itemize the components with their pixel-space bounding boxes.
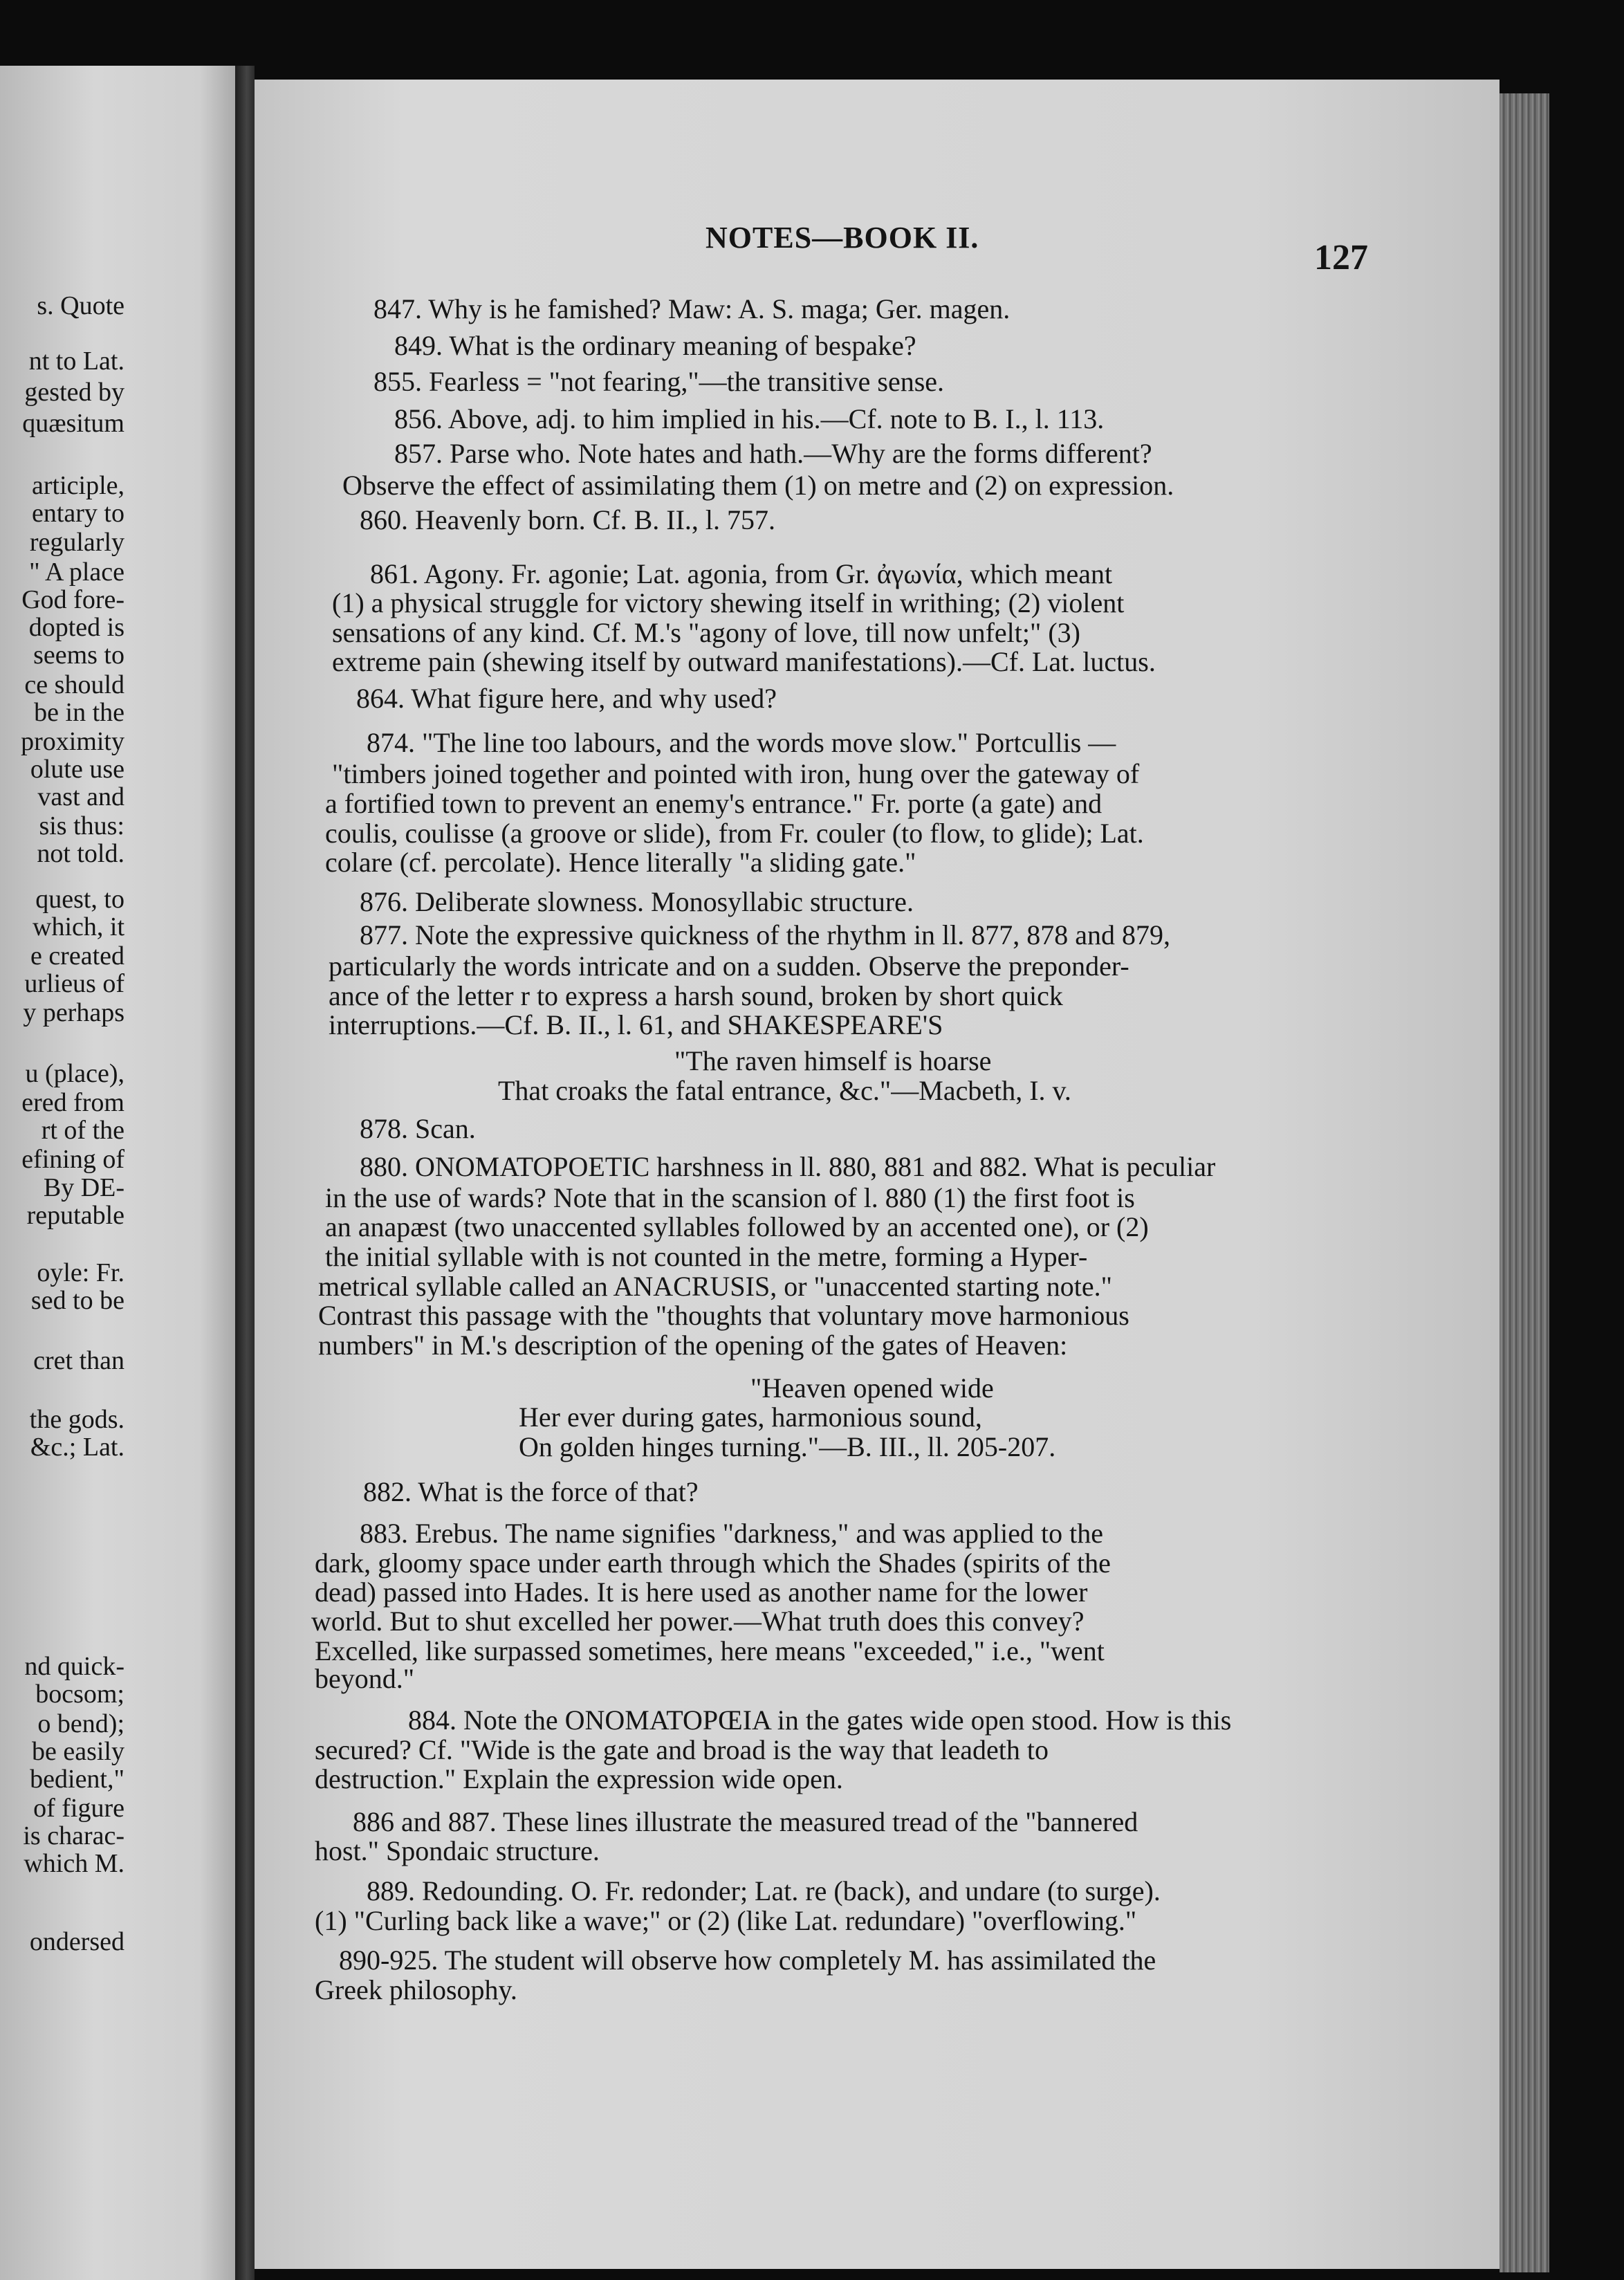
notes-line: Observe the effect of assimilating them (1) on metre and (2) on expression. [342,470,1174,501]
notes-line: sensations of any kind. Cf. M.'s "agony of love, till now unfelt;" (3) [332,617,1080,648]
left-page-line: proximity [21,727,124,756]
notes-line: That croaks the fatal entrance, &c."—Macbeth, I. v. [498,1075,1071,1106]
left-page-line: vast and [37,782,124,811]
left-page-line: e created [30,941,124,971]
notes-line: "timbers joined together and pointed with iron, hung over the gateway of [332,758,1140,789]
notes-line: dead) passed into Hades. It is here used as another name for the lower [315,1576,1088,1608]
left-page-line: seems to [33,641,124,670]
left-page-line: is charac- [23,1821,124,1850]
notes-line: numbers" in M.'s description of the opening of the gates of Heaven: [318,1330,1068,1361]
notes-line: "Heaven opened wide [750,1372,994,1404]
notes-line: On golden hinges turning."—B. III., ll. 205-207. [519,1431,1056,1462]
notes-line: Contrast this passage with the "thoughts that voluntary move harmonious [318,1300,1129,1331]
notes-line: dark, gloomy space under earth through which the Shades (spirits of the [315,1547,1111,1579]
left-page-line: olute use [30,755,124,784]
left-page-line: of figure [33,1794,124,1823]
left-page-line: bedient," [30,1765,124,1794]
left-page-line: be easily [31,1737,124,1766]
notes-line: particularly the words intricate and on a sudden. Observe the preponder- [329,950,1129,982]
left-page-line: rt of the [41,1116,124,1145]
notes-line: 880. ONOMATOPOETIC harshness in ll. 880, 881 and 882. What is peculiar [360,1151,1216,1182]
left-page-line: By DE- [43,1173,124,1202]
notes-line: Her ever during gates, harmonious sound, [519,1401,982,1433]
notes-line: destruction." Explain the expression wide open. [315,1763,843,1794]
notes-line: (1) "Curling back like a wave;" or (2) (like Lat. redundare) "overflowing." [315,1905,1137,1936]
left-page-line: bocsom; [35,1680,124,1709]
left-page-line: entary to [31,499,124,528]
left-page-line: y perhaps [23,998,124,1027]
left-page-line: cret than [33,1346,124,1375]
notes-line: beyond." [315,1663,415,1694]
left-page-line: reputable [26,1201,124,1230]
notes-line: colare (cf. percolate). Hence literally "a sliding gate." [325,847,916,878]
notes-line: (1) a physical struggle for victory shewing itself in writhing; (2) violent [332,587,1125,618]
left-page-line: articiple, [32,471,124,500]
left-page-line: be in the [34,698,124,727]
left-page-line: ce should [24,670,124,699]
left-page-line: sis thus: [39,811,124,840]
notes-line: 874. "The line too labours, and the words move slow." Portcullis — [367,727,1116,758]
notes-line: 856. Above, adj. to him implied in his.—Cf. note to B. I., l. 113. [394,403,1105,434]
left-page-line: quest, to [35,885,124,914]
notes-line: 864. What figure here, and why used? [356,683,777,714]
notes-line: 847. Why is he famished? Maw: A. S. maga; Ger. magen. [373,293,1011,324]
notes-line: a fortified town to prevent an enemy's entrance." Fr. porte (a gate) and [325,788,1102,819]
notes-line: coulis, coulisse (a groove or slide), from Fr. couler (to flow, to glide); Lat. [325,818,1144,849]
left-page-line: gested by [24,378,124,407]
page-stack-edge [1500,93,1549,2272]
left-page-line: s. Quote [37,291,124,320]
running-head: NOTES—BOOK II. [705,221,979,255]
left-page-line: which, it [33,912,124,941]
notes-line: host." Spondaic structure. [315,1835,600,1866]
notes-line: secured? Cf. "Wide is the gate and broad is the way that leadeth to [315,1734,1049,1765]
left-page-line: which M. [24,1849,124,1878]
notes-line: 857. Parse who. Note hates and hath.—Why are the forms different? [394,438,1152,469]
notes-line: "The raven himself is hoarse [674,1045,992,1076]
left-page-line: dopted is [28,613,124,642]
notes-line: an anapæst (two unaccented syllables followed by an accented one), or (2) [325,1211,1149,1242]
left-page-line: quæsitum [22,409,124,438]
left-page-line: " A place [29,558,124,587]
notes-line: 889. Redounding. O. Fr. redonder; Lat. re (back), and undare (to surge). [367,1875,1161,1906]
left-page-line: efining of [21,1145,124,1174]
notes-line: world. But to shut excelled her power.—What truth does this convey? [311,1606,1085,1637]
left-page-line: the gods. [29,1405,124,1434]
left-page-line: urlieus of [24,969,124,998]
left-page-line: nd quick- [24,1652,124,1681]
notes-line: 890-925. The student will observe how completely M. has assimilated the [339,1945,1156,1976]
notes-line: the initial syllable with is not counted in the metre, forming a Hyper- [325,1241,1088,1272]
notes-line: 884. Note the ONOMATOPŒIA in the gates wide open stood. How is this [408,1704,1232,1736]
notes-line: in the use of wards? Note that in the scansion of l. 880 (1) the first foot is [325,1182,1135,1213]
book-gutter [235,66,255,2280]
left-page-line: ondersed [29,1927,124,1956]
notes-line: 876. Deliberate slowness. Monosyllabic structure. [360,886,914,917]
left-page-line: &c.; Lat. [30,1433,124,1462]
left-page-line: sed to be [30,1286,124,1315]
left-page-line: u (place), [25,1059,124,1088]
notes-line: 886 and 887. These lines illustrate the measured tread of the "bannered [353,1806,1138,1837]
left-page-line: o bend); [37,1709,124,1738]
notes-line: 877. Note the expressive quickness of the rhythm in ll. 877, 878 and 879, [360,919,1171,950]
left-page-line: ered from [21,1088,124,1117]
left-page-line: nt to Lat. [28,347,124,376]
left-page-line: oyle: Fr. [37,1258,124,1287]
notes-line: 861. Agony. Fr. agonie; Lat. agonia, from Gr. ἀγωνία, which meant [370,558,1113,589]
notes-line: Excelled, like surpassed sometimes, here means "exceeded," i.e., "went [315,1635,1105,1666]
notes-line: ance of the letter r to express a harsh sound, broken by short quick [329,980,1063,1011]
notes-line: 855. Fearless = "not fearing,"—the transitive sense. [373,366,945,397]
left-page-line: God fore- [21,585,124,614]
page-number: 127 [1314,238,1368,277]
notes-line: 878. Scan. [360,1113,476,1144]
left-page-line: not told. [37,839,124,868]
notes-line: 883. Erebus. The name signifies "darkness," and was applied to the [360,1518,1103,1549]
notes-line: extreme pain (shewing itself by outward manifestations).—Cf. Lat. luctus. [332,646,1156,677]
notes-line: 849. What is the ordinary meaning of bespake? [394,330,916,361]
left-page-line: regularly [29,528,124,557]
notes-line: Greek philosophy. [315,1974,517,2005]
notes-line: 882. What is the force of that? [363,1476,699,1507]
notes-line: metrical syllable called an ANACRUSIS, or "unaccented starting note." [318,1271,1112,1302]
notes-line: 860. Heavenly born. Cf. B. II., l. 757. [360,504,776,535]
notes-line: interruptions.—Cf. B. II., l. 61, and SHAKESPEARE'S [329,1009,943,1040]
